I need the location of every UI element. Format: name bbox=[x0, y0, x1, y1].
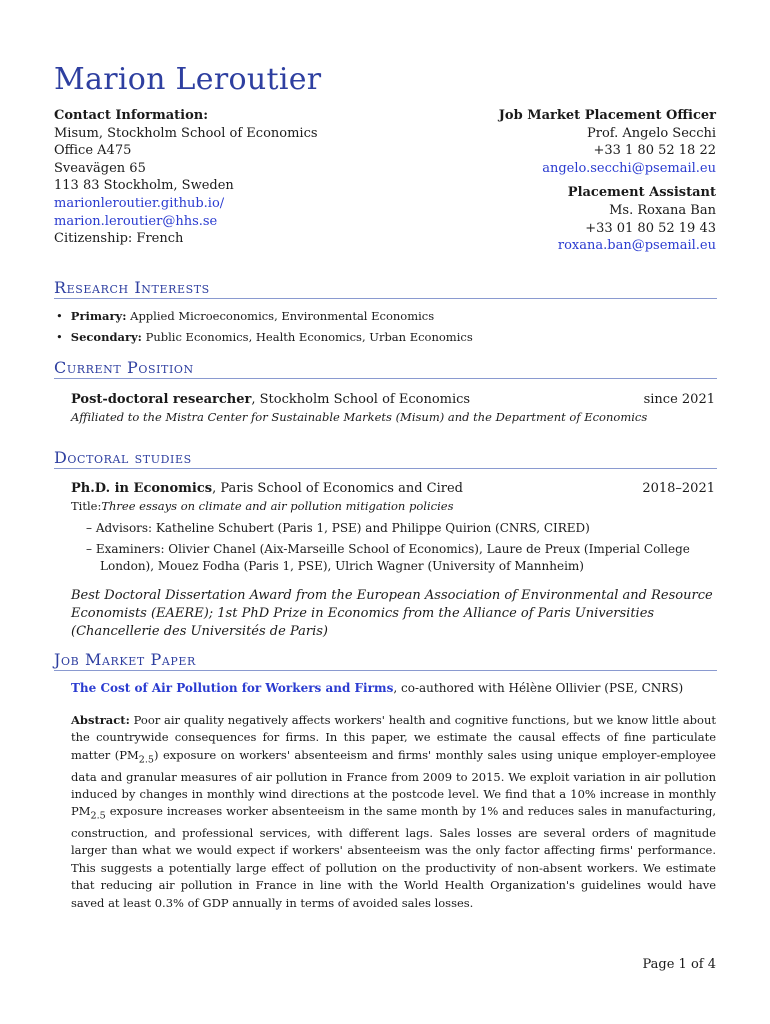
email-link[interactable]: marion.leroutier@hhs.se bbox=[54, 213, 218, 229]
section-heading-research: Research Interests bbox=[54, 278, 717, 299]
placement-officer-phone: +33 1 80 52 18 22 bbox=[593, 143, 716, 159]
position-role: Post-doctoral researcher bbox=[71, 392, 252, 407]
placement-officer-email-link[interactable]: angelo.secchi@psemail.eu bbox=[542, 160, 716, 176]
section-heading-doctoral: Doctoral studies bbox=[54, 448, 717, 469]
position-affiliation: Affiliated to the Mistra Center for Sustainable Markets (Misum) and the Department of Economics bbox=[71, 410, 648, 424]
placement-officer-heading: Job Market Placement Officer bbox=[498, 108, 716, 123]
award-text: Best Doctoral Dissertation Award from the European Association of Environmental and Resource Economists (EAERE); 1st PhD Prize in Economics from the Alliance of Paris Universities (Chancellerie des Universités de Paris) bbox=[71, 588, 713, 639]
jmp-title-link[interactable]: The Cost of Air Pollution for Workers and Firms bbox=[71, 681, 394, 695]
placement-assistant-name: Ms. Roxana Ban bbox=[609, 202, 716, 218]
position-institution: , Stockholm School of Economics bbox=[251, 392, 471, 407]
placement-info bbox=[499, 107, 716, 255]
doctoral-date: 2018–2021 bbox=[642, 481, 715, 496]
list-item: • Primary: Applied Microeconomics, Environmental Economics bbox=[56, 306, 716, 327]
contact-line: 113 83 Stockholm, Sweden bbox=[54, 178, 234, 194]
thesis-title-row: Title: Three essays on climate and air pollution mitigation policies bbox=[71, 499, 454, 513]
jmp-row bbox=[71, 681, 683, 695]
placement-assistant-phone: +33 01 80 52 19 43 bbox=[585, 220, 716, 236]
section-heading-position: Current Position bbox=[54, 358, 717, 379]
jmp-coauthor: , co-authored with Hélène Ollivier (PSE, CNRS) bbox=[393, 681, 684, 695]
position-row bbox=[71, 392, 715, 407]
placement-assistant-heading: Placement Assistant bbox=[567, 185, 716, 201]
contact-heading: Contact Information: bbox=[54, 108, 209, 123]
list-item: • Secondary: Public Economics, Health Economics, Urban Economics bbox=[56, 327, 716, 348]
doctoral-degree: Ph.D. in Economics bbox=[71, 481, 213, 496]
doctoral-institution: , Paris School of Economics and Cired bbox=[212, 481, 463, 496]
contact-info bbox=[54, 107, 318, 248]
examiners: – Examiners: Olivier Chanel (Aix-Marseille School of Economics), Laure de Preux (Imperial College London), Mouez Fodha (Paris 1, PSE), Ulrich Wagner (University of Mannheim) bbox=[86, 541, 690, 573]
committee-list bbox=[86, 520, 716, 579]
advisors: – Advisors: Katheline Schubert (Paris 1, PSE) and Philippe Quirion (CNRS, CIRED) bbox=[86, 521, 590, 535]
placement-assistant-email-link[interactable]: roxana.ban@psemail.eu bbox=[557, 238, 716, 254]
position-date: since 2021 bbox=[643, 392, 715, 407]
thesis-title: Three essays on climate and air pollution mitigation policies bbox=[101, 499, 454, 513]
research-list bbox=[56, 306, 716, 347]
website-link[interactable]: marionleroutier.github.io/ bbox=[54, 195, 225, 211]
citizenship: Citizenship: French bbox=[54, 231, 184, 247]
page-title: Marion Leroutier bbox=[54, 62, 322, 97]
section-heading-jmp: Job Market Paper bbox=[54, 650, 717, 671]
page-number: Page 1 of 4 bbox=[642, 957, 716, 972]
contact-line: Misum, Stockholm School of Economics bbox=[54, 125, 318, 141]
doctoral-row bbox=[71, 481, 715, 496]
placement-officer-name: Prof. Angelo Secchi bbox=[587, 125, 716, 141]
contact-line: Sveavägen 65 bbox=[54, 160, 146, 176]
jmp-abstract: Abstract: Poor air quality negatively affects workers' health and cognitive functions, but we know little about the countrywide consequences for firms. In this paper, we estimate the causal effects of fine particulate matter $(PM_{2.5})$ exposure on workers' absenteeism and firms' monthly sales using unique employer-employee data and granular measures of air pollution in France from 2009 to 2015. We exploit variation in air pollution induced by changes in monthly wind directions at the postcode level. We find that a 10% increase in monthly $PM_{2.5}$ exposure increases worker absenteeism in the same month by 1% and reduces sales in manufacturing, construction, and professional services, with different lags. Sales losses are several orders of magnitude larger than what we would expect if workers' absenteeism was the only factor affecting firms' performance. This suggests a potentially large effect of pollution on the productivity of non-absent workers. We estimate that reducing air pollution in France in line with the World Health Organization's guidelines would have saved at least 0.3% of GDP annually in terms of avoided sales losses. bbox=[71, 713, 716, 910]
contact-line: Office A475 bbox=[54, 143, 132, 159]
